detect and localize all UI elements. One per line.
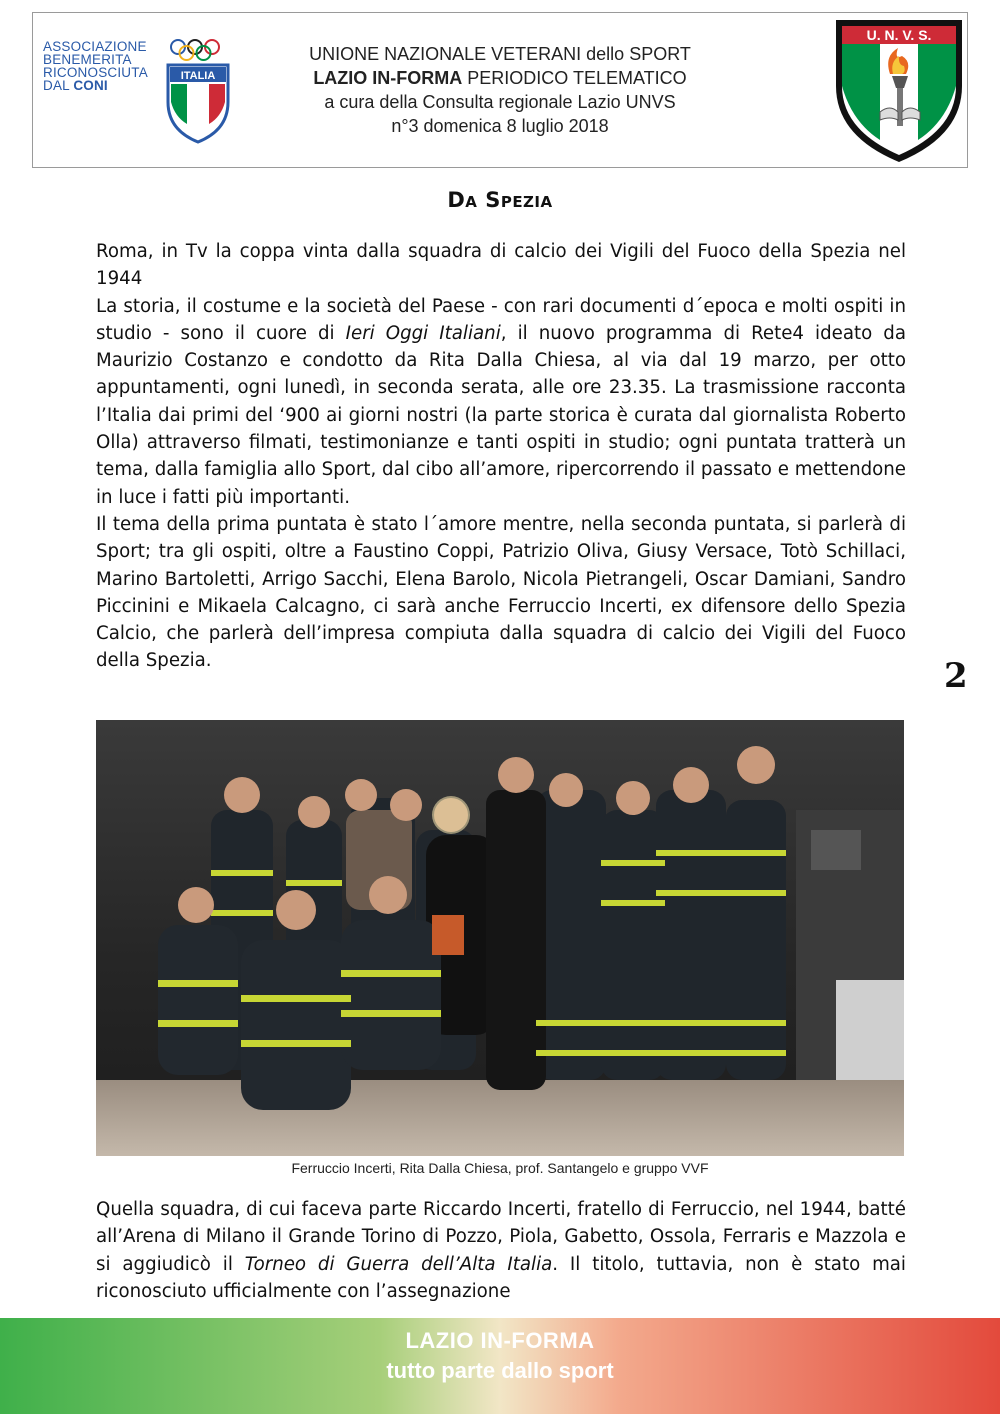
coni-logo-line	[43, 79, 168, 92]
article-body-top	[96, 238, 906, 675]
masthead-line-3: a cura della Consulta regionale Lazio UNVS	[324, 92, 676, 112]
footer-title: LAZIO IN-FORMA	[405, 1328, 595, 1353]
masthead-line-2	[240, 66, 760, 90]
photo-caption: Ferruccio Incerti, Rita Dalla Chiesa, prof. Santangelo e gruppo VVF	[291, 1160, 709, 1176]
article-paragraph	[96, 293, 906, 511]
footer-tagline: tutto parte dallo sport	[386, 1358, 614, 1383]
unvs-logo	[832, 16, 966, 166]
periodical-type: PERIODICO TELEMATICO	[462, 68, 687, 88]
tournament-name: Torneo di Guerra dell’Alta Italia	[244, 1253, 553, 1275]
coni-logo-coni: CONI	[73, 78, 108, 93]
program-title: Ieri Oggi Italiani	[345, 322, 501, 344]
masthead-line-1: UNIONE NAZIONALE VETERANI dello SPORT	[309, 44, 691, 64]
article-paragraph: Il tema della prima puntata è stato l´amore mentre, nella seconda puntata, si parlerà di Sport; tra gli ospiti, oltre a Faustino Coppi, Patrizio Oliva, Giusy Versace, Totò Schillaci, Marino Bartoletti, Arrigo Sacchi, Elena Barolo, Nicola Pietrangeli, Oscar Damiani, Sandro Piccinini e Mikaela Calcagno, ci sarà anche Ferruccio Incerti, ex difensore dello Spezia Calcio, che parlerà dell’impresa compiuta dalla squadra di calcio dei Vigili del Fuoco della Spezia.	[96, 513, 906, 672]
text-run: La storia, il costume e la società del Paese - con rari documenti d´epoca e molti ospiti in studio - sono il cuore di	[96, 295, 906, 344]
coni-logo-line: BENEMERITA	[43, 52, 132, 67]
shield-label: ITALIA	[180, 70, 216, 82]
olympic-rings-icon	[168, 38, 228, 62]
issue-date: n°3 domenica 8 luglio 2018	[391, 116, 609, 136]
article-title: Da Spezia	[447, 188, 553, 212]
footer-banner	[0, 1318, 1000, 1414]
text-run: Quella squadra, di cui faceva parte Riccardo Incerti, fratello di Ferruccio, nel 1944, batté all’Arena di Milano il Grande Torino di Pozzo, Piola, Gabetto, Ossola, Ferraris e Mazzola e si aggiudicò il	[96, 1199, 906, 1275]
article-paragraph	[96, 1196, 906, 1305]
unvs-logo-label: U. N. V. S.	[866, 27, 932, 43]
italia-shield-icon	[165, 62, 231, 144]
article-subtitle: Roma, in Tv la coppa vinta dalla squadra di calcio dei Vigili del Fuoco della Spezia nel 1944	[96, 241, 906, 290]
periodical-name: LAZIO IN-FORMA	[313, 68, 463, 88]
group-photo	[96, 720, 904, 1156]
page-number: 2	[944, 656, 968, 696]
masthead-text	[240, 42, 760, 138]
text-run: . Il titolo, tuttavia, non è stato mai riconosciuto ufficialmente con l’assegnazione	[96, 1253, 906, 1302]
coni-logo-dal: DAL	[43, 78, 70, 93]
coni-association-logo	[43, 40, 168, 92]
article-body-bottom	[96, 1196, 906, 1305]
text-run: , il nuovo programma di Rete4 ideato da Maurizio Costanzo e condotto da Rita Dalla Chiesa, al via dal 19 marzo, per otto appuntamenti, ogni lunedì, in seconda serata, alle ore 23.35. La trasmissione racconta l’Italia dai primi del ‘900 ai giorni nostri (la parte storica è curata dal giornalista Roberto Olla) attraverso filmati, testimonianze e tanti ospiti in studio; ogni puntata tratterà un tema, dalla famiglia allo Sport, dal cibo all’amore, ripercorrendo il passato e mettendone in luce i fatti più importanti.	[96, 322, 906, 508]
coni-logo-line: ASSOCIAZIONE	[43, 39, 147, 54]
coni-logo-line: RICONOSCIUTA	[43, 65, 148, 80]
